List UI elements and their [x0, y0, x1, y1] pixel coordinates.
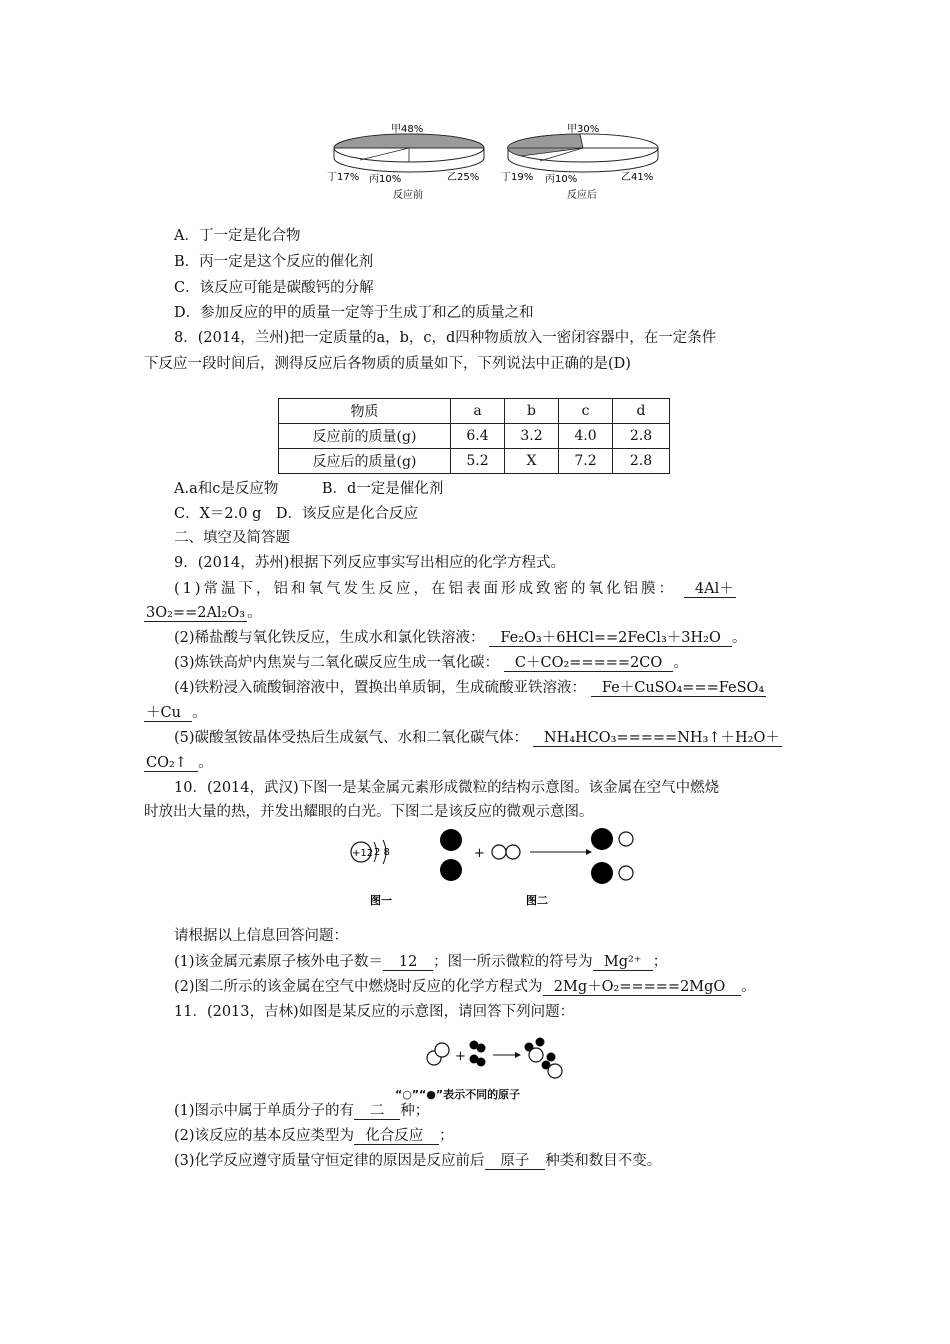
q9-part1-answer-b: 3O₂==2Al₂O₃: [146, 605, 246, 621]
answer-text: NH₄HCO₃=====NH₃↑＋H₂O＋: [543, 730, 780, 746]
pie-before: [334, 134, 484, 172]
reactant-white-molecule: [427, 1043, 449, 1065]
q9-part1-text: (1)常温下，铝和氧气发生反应，在铝表面形成致密的氧化铝膜：: [174, 581, 677, 597]
q11-part3-answer: [485, 1153, 546, 1170]
q11-part2-end: ；: [439, 1128, 454, 1144]
section-2-heading: 二、填空及简答题: [174, 530, 290, 546]
answer-text: C＋CO₂=====2CO: [514, 655, 663, 671]
table-header-row: [279, 399, 670, 424]
pie-comparison-figure: [325, 118, 670, 206]
pie-before-mid-label: 丙10%: [369, 174, 402, 185]
q7-option-c: C．该反应可能是碳酸钙的分解: [174, 280, 374, 296]
q10-part1-text-a: (1)该金属元素原子核外电子数＝: [174, 954, 384, 970]
q9-part2-text: (2)稀盐酸与氧化铁反应，生成水和氯化铁溶液：: [174, 630, 485, 646]
answer-text: Fe＋CuSO₄===FeSO₄: [601, 680, 765, 696]
q9-part5: [174, 728, 782, 748]
answer-text: 化合反应: [365, 1128, 424, 1144]
table-cell: 7.2: [559, 449, 613, 474]
table-cell: 物质: [279, 399, 451, 424]
figure-2-caption: 图二: [526, 894, 548, 907]
q11-part2-answer: [354, 1128, 439, 1145]
table-cell: X: [505, 449, 559, 474]
answer-text: 12: [398, 954, 418, 970]
q9-part5-answer-a: [533, 730, 782, 747]
answer-text: CO₂↑: [146, 755, 187, 771]
q9-part1-answer-a: [684, 581, 736, 598]
table-cell: c: [559, 399, 613, 424]
q9-part4-answer-b: [144, 705, 192, 722]
pie-after: [508, 134, 658, 172]
atom-legend: “○”“●”表示不同的原子: [395, 1088, 521, 1101]
q10-part2-answer: [543, 979, 742, 996]
pie-after-caption: 反应后: [567, 190, 597, 201]
q8-stem-line2: 下反应一段时间后，测得反应后各物质的质量如下，下列说法中正确的是(D): [144, 356, 631, 372]
q11-part1-end: 种；: [400, 1103, 430, 1119]
q11-part1-answer: [354, 1103, 400, 1120]
q11-part3-text: (3)化学反应遵守质量守恒定律的原因是反应前后: [174, 1153, 485, 1169]
table-row: [279, 424, 670, 449]
period: 。: [741, 979, 756, 995]
q9-part2: [174, 628, 747, 648]
q7-option-d: D．参加反应的甲的质量一定等于生成丁和乙的质量之和: [174, 305, 534, 321]
table-cell: 反应前的质量(g): [279, 424, 451, 449]
reactant-black-molecules: [470, 1041, 486, 1067]
q9-part1: [174, 579, 736, 599]
q11-stem: 11．(2013，吉林)如图是某反应的示意图，请回答下列问题：: [174, 1004, 575, 1020]
q10-stem-line2: 时放出大量的热，并发出耀眼的白光。下图二是该反应的微观示意图。: [144, 804, 594, 820]
product-molecules: [525, 1038, 563, 1079]
q10-part2-text: (2)图二所示的该金属在空气中燃烧时反应的化学方程式为: [174, 979, 543, 995]
pie-before-right-label: 乙25%: [447, 172, 480, 183]
pie-after-left-label: 丁19%: [501, 172, 534, 183]
q11-reaction-diagram: [395, 1028, 590, 1118]
table-cell: a: [451, 399, 505, 424]
q11-part1-text: (1)图示中属于单质分子的有: [174, 1103, 355, 1119]
answer-text: 二: [369, 1103, 385, 1119]
period: 。: [673, 655, 688, 671]
svg-text:+: +: [455, 1049, 466, 1064]
q10-part2: [174, 977, 756, 997]
table-cell: 5.2: [451, 449, 505, 474]
q9-stem: 9．(2014，苏州)根据下列反应事实写出相应的化学方程式。: [174, 555, 565, 571]
figure-1-caption: 图一: [370, 894, 392, 907]
q8-mass-table: [278, 398, 670, 474]
q11-part3: [174, 1151, 661, 1171]
q9-part4: [174, 678, 766, 698]
answer-text: 原子: [500, 1153, 530, 1169]
q9-part5-cont: [144, 753, 213, 773]
q9-part3: [174, 653, 688, 673]
pie-after-top-label: 甲30%: [567, 124, 600, 135]
nucleus-charge: +12: [352, 848, 374, 859]
q9-part4-answer-a: [591, 680, 767, 697]
period: 。: [732, 630, 747, 646]
table-cell: 2.8: [613, 449, 670, 474]
answer-text: ＋Cu: [146, 705, 181, 721]
q11-part3-end: 种类和数目不变。: [545, 1153, 662, 1169]
q9-part4-cont: [144, 703, 207, 723]
q11-part2: [174, 1126, 454, 1146]
answer-text: 2Mg＋O₂=====2MgO: [553, 979, 726, 995]
table-cell: 反应后的质量(g): [279, 449, 451, 474]
reaction-micro-diagram: [440, 828, 633, 884]
semicolon: ；: [652, 954, 668, 970]
table-cell: 6.4: [451, 424, 505, 449]
pie-before-top-label: 甲48%: [391, 124, 424, 135]
q7-option-a: A．丁一定是化合物: [174, 228, 301, 244]
q11-part1: [174, 1101, 429, 1121]
q10-part1-text-b: ；图一所示微粒的符号为: [433, 954, 593, 970]
q9-part3-text: (3)炼铁高炉内焦炭与二氧化碳反应生成一氧化碳：: [174, 655, 500, 671]
table-cell: d: [613, 399, 670, 424]
q11-part2-text: (2)该反应的基本反应类型为: [174, 1128, 355, 1144]
table-cell: b: [505, 399, 559, 424]
q7-option-b: B．丙一定是这个反应的催化剂: [174, 254, 374, 270]
answer-text: Mg²⁺: [603, 954, 642, 970]
q9-part4-text: (4)铁粉浸入硫酸铜溶液中，置换出单质铜，生成硫酸亚铁溶液：: [174, 680, 587, 696]
pie-before-caption: 反应前: [393, 190, 423, 201]
q10-intro: 请根据以上信息回答问题：: [174, 928, 348, 944]
q8-options-ab: A.a和c是反应物 B．d一定是催化剂: [174, 481, 444, 497]
table-cell: 2.8: [613, 424, 670, 449]
q8-options-cd: C．X＝2.0 g D．该反应是化合反应: [174, 506, 418, 522]
q10-part1-answer-2: [593, 954, 653, 971]
q10-part1-answer: [383, 954, 433, 971]
pie-before-left-label: 丁17%: [327, 172, 360, 183]
period: 。: [198, 755, 213, 771]
q10-stem-line1: 10．(2014，武汉)下图一是某金属元素形成微粒的结构示意图。该金属在空气中燃烧: [174, 780, 720, 796]
pie-after-right-label: 乙41%: [621, 172, 654, 183]
q9-part2-answer: [489, 630, 732, 647]
q9-part5-answer-b: [144, 755, 198, 772]
answer-text: 4Al＋: [694, 581, 734, 597]
table-cell: 3.2: [505, 424, 559, 449]
pie-after-mid-label: 丙10%: [545, 174, 578, 185]
answer-text: Fe₂O₃＋6HCl==2FeCl₃＋3H₂O: [500, 630, 721, 646]
q10-part1: [174, 952, 667, 972]
table-cell: 4.0: [559, 424, 613, 449]
q8-stem-line1: 8．(2014，兰州)把一定质量的a，b，c，d四种物质放入一密闭容器中，在一定条件: [174, 330, 717, 346]
q9-part3-answer: [504, 655, 674, 672]
electron-shells: 2 8: [374, 847, 390, 858]
period: 。: [192, 705, 207, 721]
q10-figures: [340, 820, 650, 912]
table-row: [279, 449, 670, 474]
q9-part1-cont: [144, 603, 262, 623]
svg-text:+: +: [474, 846, 485, 861]
q9-part5-text: (5)碳酸氢铵晶体受热后生成氨气、水和二氧化碳气体：: [174, 730, 529, 746]
period: 。: [247, 605, 262, 621]
